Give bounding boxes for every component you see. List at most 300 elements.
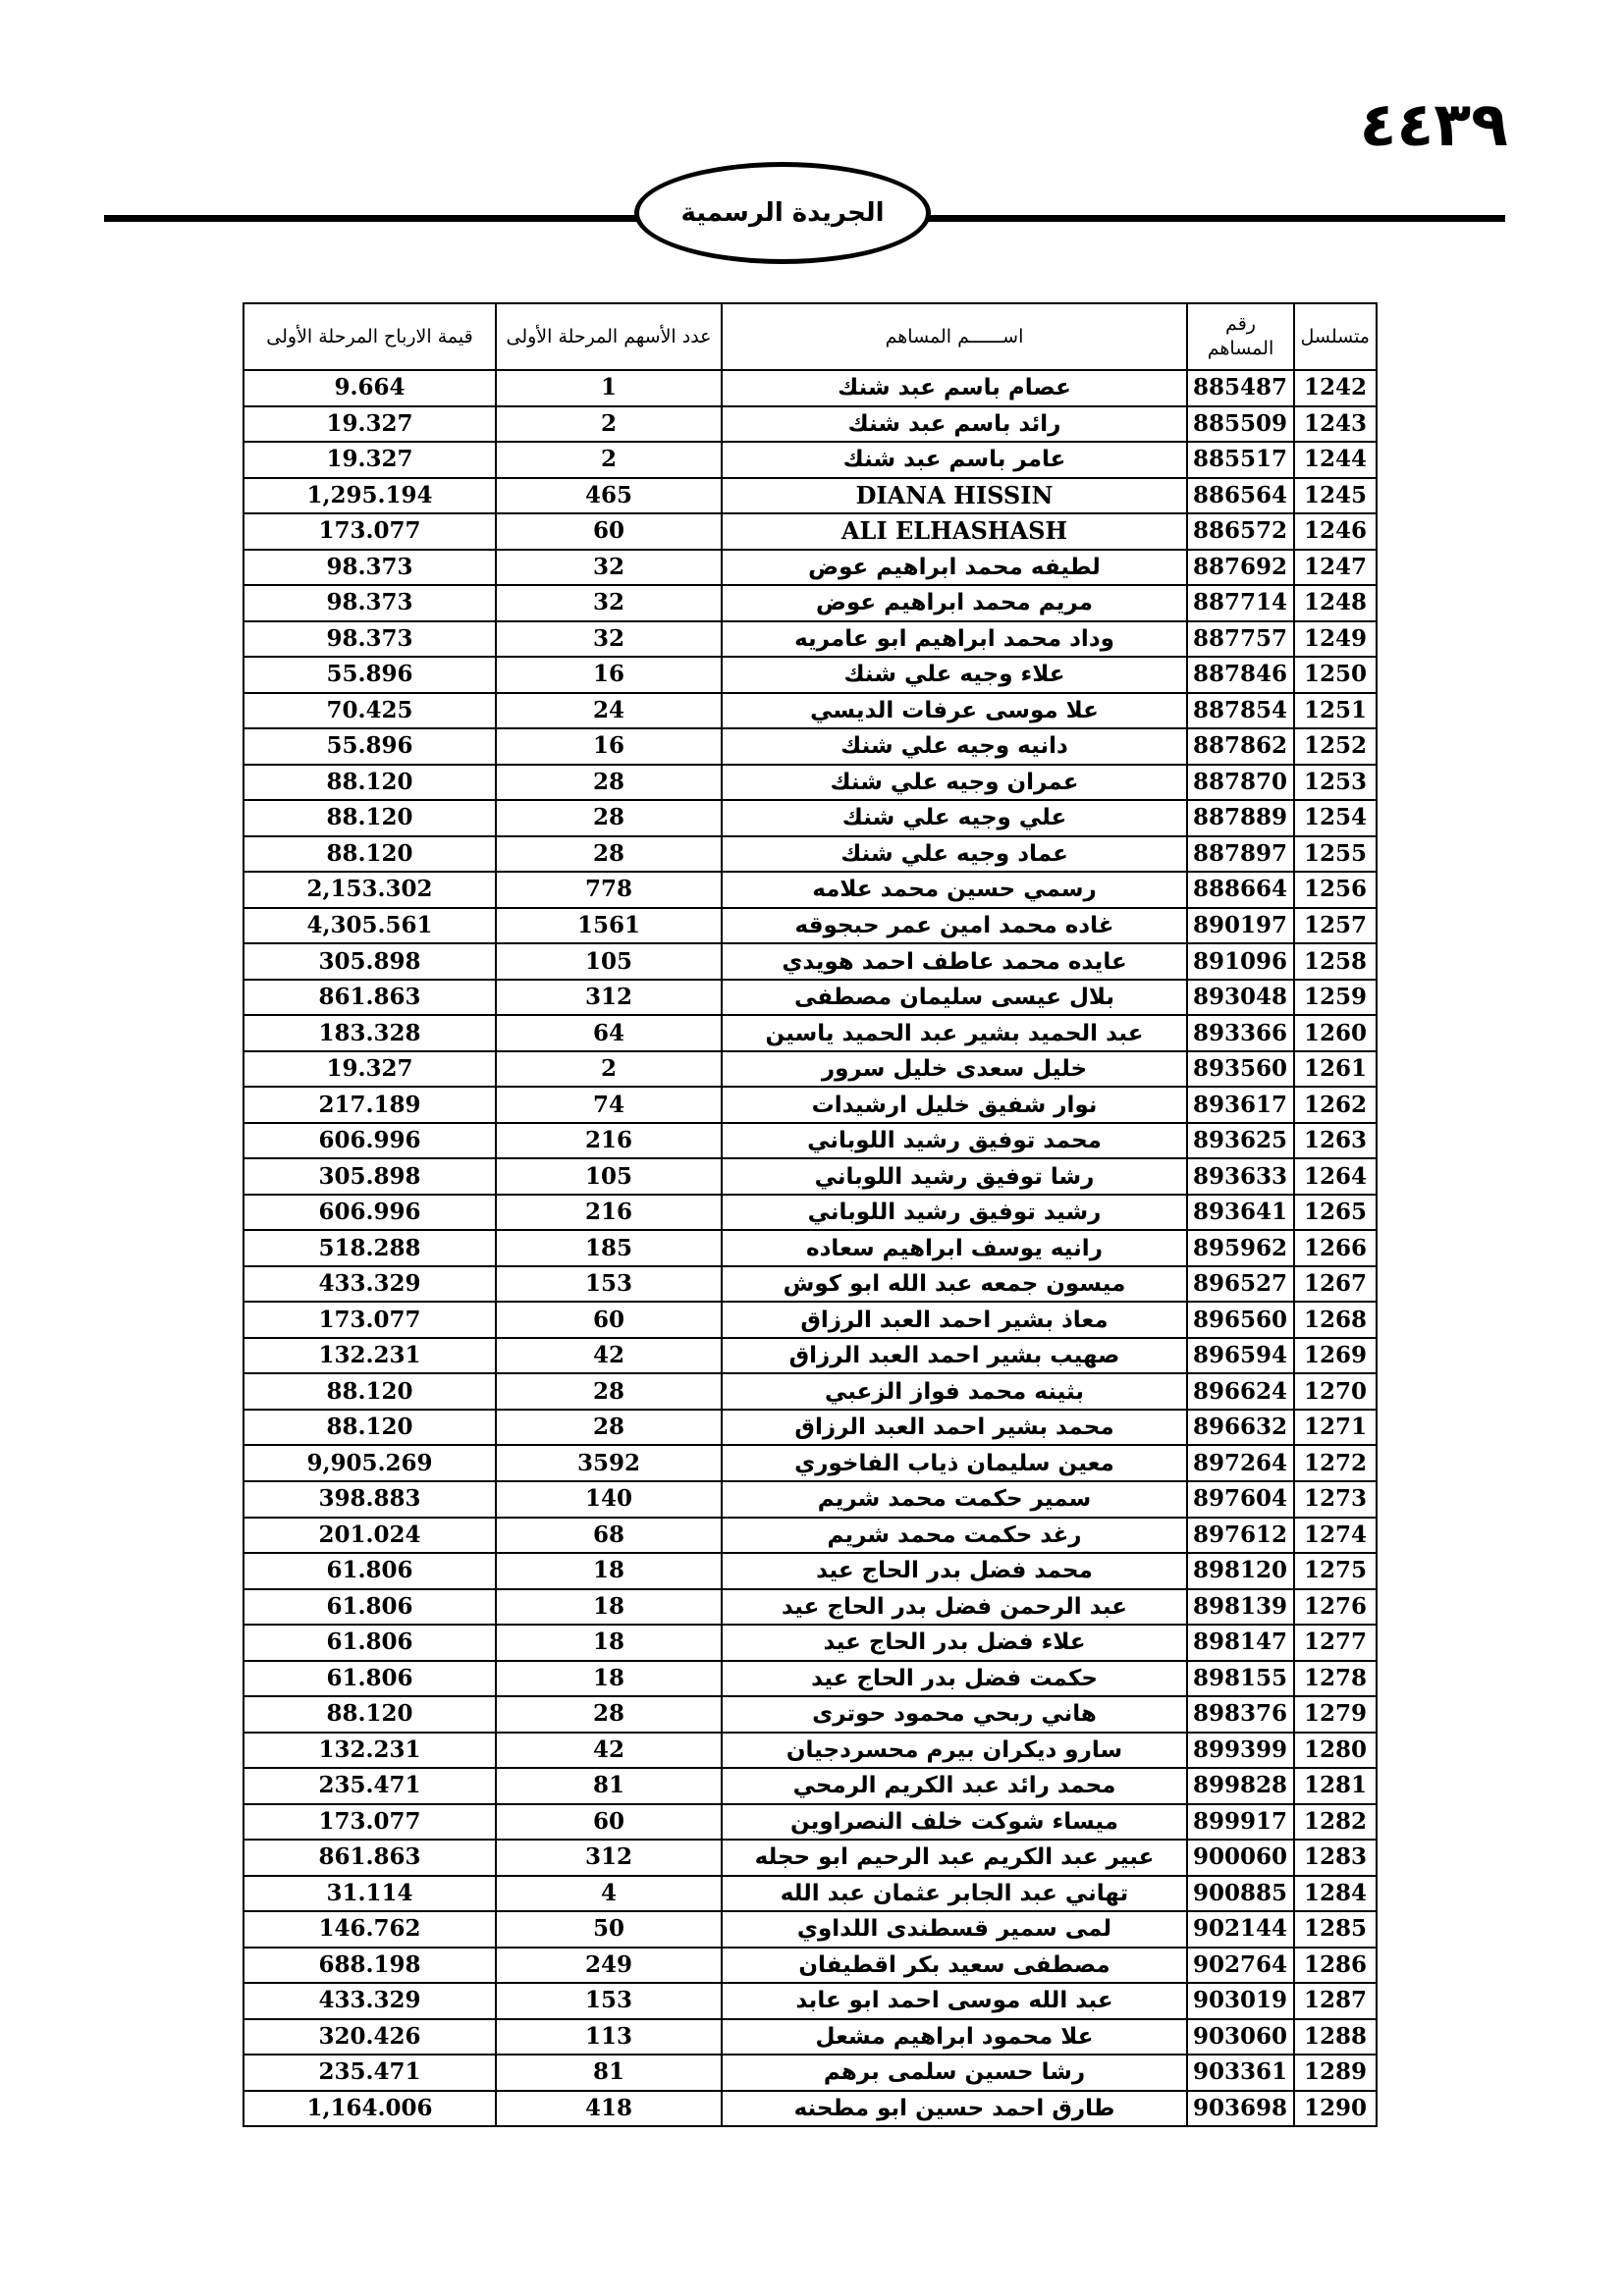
serial-cell: 1265 — [1294, 1195, 1377, 1231]
shares-cell: 81 — [496, 2055, 722, 2091]
dividend-value-cell: 70.425 — [244, 693, 496, 729]
shareholder-number-cell: 895962 — [1187, 1230, 1294, 1266]
table-row — [244, 1051, 1377, 1088]
table-header-row — [244, 303, 1377, 370]
shareholder-number-cell: 896624 — [1187, 1373, 1294, 1410]
shareholder-number-cell: 893617 — [1187, 1087, 1294, 1123]
shareholder-name-cell: عصام باسم عبد شنك — [722, 370, 1187, 406]
shares-cell: 28 — [496, 1696, 722, 1733]
shareholder-name-cell: معاذ بشير احمد العبد الرزاق — [722, 1302, 1187, 1338]
shares-cell: 105 — [496, 943, 722, 980]
dividend-value-cell: 235.471 — [244, 2055, 496, 2091]
shareholder-number-cell: 899828 — [1187, 1768, 1294, 1804]
shareholder-number-cell: 893625 — [1187, 1123, 1294, 1159]
shares-cell: 24 — [496, 693, 722, 729]
dividend-value-cell: 61.806 — [244, 1589, 496, 1626]
shares-cell: 140 — [496, 1481, 722, 1518]
table-row — [244, 657, 1377, 693]
masthead-oval — [634, 162, 931, 264]
shareholder-name-cell: علاء فضل بدر الحاج عيد — [722, 1625, 1187, 1661]
shareholder-name-cell: ميساء شوكت خلف النصراوين — [722, 1804, 1187, 1841]
shareholder-number-cell: 900885 — [1187, 1876, 1294, 1912]
dividend-value-cell: 433.329 — [244, 1983, 496, 2019]
serial-cell: 1275 — [1294, 1553, 1377, 1589]
shareholder-name-cell: محمد توفيق رشيد اللوباني — [722, 1123, 1187, 1159]
shareholder-number-cell: 885517 — [1187, 442, 1294, 478]
shareholder-name-cell: مصطفى سعيد بكر اقطيفان — [722, 1948, 1187, 1984]
table-row — [244, 1876, 1377, 1912]
dividend-value-cell: 606.996 — [244, 1123, 496, 1159]
shareholder-name-cell: علا محمود ابراهيم مشعل — [722, 2019, 1187, 2056]
shares-cell: 465 — [496, 478, 722, 514]
shares-cell: 2 — [496, 1051, 722, 1088]
shareholder-name-cell: عماد وجيه علي شنك — [722, 836, 1187, 873]
serial-cell: 1258 — [1294, 943, 1377, 980]
serial-cell: 1281 — [1294, 1768, 1377, 1804]
dividend-value-cell: 31.114 — [244, 1876, 496, 1912]
serial-cell: 1272 — [1294, 1445, 1377, 1481]
table-row — [244, 1911, 1377, 1948]
header-shareholder-number: رقم المساهم — [1187, 303, 1294, 370]
table-row — [244, 1768, 1377, 1804]
shares-cell: 1 — [496, 370, 722, 406]
dividend-value-cell: 132.231 — [244, 1338, 496, 1374]
shares-cell: 74 — [496, 1087, 722, 1123]
masthead-title: الجريدة الرسمية — [680, 198, 885, 228]
serial-cell: 1247 — [1294, 550, 1377, 586]
dividend-value-cell: 861.863 — [244, 980, 496, 1016]
shareholder-number-cell: 887862 — [1187, 728, 1294, 765]
shareholder-name-cell: رسمي حسين محمد علامه — [722, 872, 1187, 908]
shares-cell: 28 — [496, 765, 722, 801]
dividend-value-cell: 55.896 — [244, 657, 496, 693]
shares-cell: 42 — [496, 1733, 722, 1769]
dividend-value-cell: 61.806 — [244, 1553, 496, 1589]
shareholder-name-cell: محمد فضل بدر الحاج عيد — [722, 1553, 1187, 1589]
dividend-value-cell: 1,164.006 — [244, 2091, 496, 2127]
shares-cell: 418 — [496, 2091, 722, 2127]
table-row — [244, 442, 1377, 478]
shareholder-number-cell: 898120 — [1187, 1553, 1294, 1589]
shareholder-number-cell: 896594 — [1187, 1338, 1294, 1374]
table-row — [244, 1983, 1377, 2019]
serial-cell: 1242 — [1294, 370, 1377, 406]
table-row — [244, 872, 1377, 908]
page-number: ٤٤٣٩ — [1359, 88, 1508, 160]
table-row — [244, 943, 1377, 980]
dividend-value-cell: 235.471 — [244, 1768, 496, 1804]
shareholder-name-cell: ALI ELHASHASH — [722, 513, 1187, 550]
serial-cell: 1246 — [1294, 513, 1377, 550]
serial-cell: 1243 — [1294, 406, 1377, 443]
serial-cell: 1276 — [1294, 1589, 1377, 1626]
shareholder-name-cell: رشيد توفيق رشيد اللوباني — [722, 1195, 1187, 1231]
shareholder-number-cell: 897604 — [1187, 1481, 1294, 1518]
shareholder-number-cell: 890197 — [1187, 908, 1294, 944]
dividend-value-cell: 9.664 — [244, 370, 496, 406]
shares-cell: 81 — [496, 1768, 722, 1804]
shareholder-number-cell: 887854 — [1187, 693, 1294, 729]
table-row — [244, 1553, 1377, 1589]
serial-cell: 1290 — [1294, 2091, 1377, 2127]
table-row — [244, 2091, 1377, 2127]
shareholder-number-cell: 899917 — [1187, 1804, 1294, 1841]
shareholder-number-cell: 887692 — [1187, 550, 1294, 586]
shareholder-number-cell: 897264 — [1187, 1445, 1294, 1481]
table-row — [244, 765, 1377, 801]
shares-cell: 4 — [496, 1876, 722, 1912]
shares-cell: 32 — [496, 621, 722, 658]
serial-cell: 1248 — [1294, 585, 1377, 621]
shareholder-number-cell: 886572 — [1187, 513, 1294, 550]
shares-cell: 185 — [496, 1230, 722, 1266]
serial-cell: 1255 — [1294, 836, 1377, 873]
table-row — [244, 1338, 1377, 1374]
shareholder-name-cell: خليل سعدى خليل سرور — [722, 1051, 1187, 1088]
shares-cell: 28 — [496, 1410, 722, 1446]
dividend-value-cell: 183.328 — [244, 1015, 496, 1051]
shares-cell: 2 — [496, 406, 722, 443]
shareholder-name-cell: عبد الله موسى احمد ابو عابد — [722, 1983, 1187, 2019]
table-row — [244, 1625, 1377, 1661]
table-row — [244, 1123, 1377, 1159]
shareholder-name-cell: عبد الحميد بشير عبد الحميد ياسين — [722, 1015, 1187, 1051]
shares-cell: 60 — [496, 1302, 722, 1338]
shareholder-number-cell: 897612 — [1187, 1518, 1294, 1554]
dividend-value-cell: 305.898 — [244, 943, 496, 980]
dividend-value-cell: 88.120 — [244, 836, 496, 873]
shareholder-name-cell: هاني ربحي محمود حوترى — [722, 1696, 1187, 1733]
serial-cell: 1277 — [1294, 1625, 1377, 1661]
header-dividend-value: قيمة الارباح المرحلة الأولى — [244, 303, 496, 370]
shares-cell: 68 — [496, 1518, 722, 1554]
shares-cell: 153 — [496, 1266, 722, 1303]
shares-cell: 42 — [496, 1338, 722, 1374]
table-row — [244, 980, 1377, 1016]
shareholder-name-cell: محمد بشير احمد العبد الرزاق — [722, 1410, 1187, 1446]
shares-cell: 60 — [496, 513, 722, 550]
table-row — [244, 370, 1377, 406]
shareholder-name-cell: عايده محمد عاطف احمد هويدي — [722, 943, 1187, 980]
serial-cell: 1273 — [1294, 1481, 1377, 1518]
shareholder-number-cell: 893366 — [1187, 1015, 1294, 1051]
shareholder-number-cell: 893633 — [1187, 1158, 1294, 1195]
shareholder-number-cell: 891096 — [1187, 943, 1294, 980]
shareholder-number-cell: 887897 — [1187, 836, 1294, 873]
shareholder-number-cell: 903019 — [1187, 1983, 1294, 2019]
table-row — [244, 1445, 1377, 1481]
header-shareholder-name: اســــــم المساهم — [722, 303, 1187, 370]
serial-cell: 1287 — [1294, 1983, 1377, 2019]
shareholder-number-cell: 899399 — [1187, 1733, 1294, 1769]
serial-cell: 1289 — [1294, 2055, 1377, 2091]
shares-cell: 18 — [496, 1625, 722, 1661]
table-row — [244, 1015, 1377, 1051]
serial-cell: 1268 — [1294, 1302, 1377, 1338]
dividend-value-cell: 398.883 — [244, 1481, 496, 1518]
dividend-value-cell: 201.024 — [244, 1518, 496, 1554]
dividend-value-cell: 88.120 — [244, 800, 496, 836]
shareholder-name-cell: رانيه يوسف ابراهيم سعاده — [722, 1230, 1187, 1266]
dividend-value-cell: 518.288 — [244, 1230, 496, 1266]
table-row — [244, 1518, 1377, 1554]
shareholder-number-cell: 893048 — [1187, 980, 1294, 1016]
serial-cell: 1282 — [1294, 1804, 1377, 1841]
dividend-value-cell: 305.898 — [244, 1158, 496, 1195]
shareholder-number-cell: 902144 — [1187, 1911, 1294, 1948]
serial-cell: 1262 — [1294, 1087, 1377, 1123]
dividend-value-cell: 19.327 — [244, 442, 496, 478]
shares-cell: 50 — [496, 1911, 722, 1948]
shareholder-name-cell: نوار شفيق خليل ارشيدات — [722, 1087, 1187, 1123]
serial-cell: 1270 — [1294, 1373, 1377, 1410]
table-row — [244, 2019, 1377, 2056]
serial-cell: 1283 — [1294, 1840, 1377, 1876]
table-row — [244, 1589, 1377, 1626]
shares-cell: 778 — [496, 872, 722, 908]
shares-cell: 2 — [496, 442, 722, 478]
dividend-value-cell: 132.231 — [244, 1733, 496, 1769]
table-row — [244, 693, 1377, 729]
serial-cell: 1280 — [1294, 1733, 1377, 1769]
shareholder-name-cell: وداد محمد ابراهيم ابو عامريه — [722, 621, 1187, 658]
shareholder-name-cell: علاء وجيه علي شنك — [722, 657, 1187, 693]
shareholder-name-cell: تهاني عبد الجابر عثمان عبد الله — [722, 1876, 1187, 1912]
serial-cell: 1274 — [1294, 1518, 1377, 1554]
dividend-value-cell: 19.327 — [244, 406, 496, 443]
shareholder-name-cell: دانيه وجيه علي شنك — [722, 728, 1187, 765]
serial-cell: 1257 — [1294, 908, 1377, 944]
serial-cell: 1260 — [1294, 1015, 1377, 1051]
dividend-value-cell: 2,153.302 — [244, 872, 496, 908]
dividend-value-cell: 173.077 — [244, 513, 496, 550]
shareholder-name-cell: عبير عبد الكريم عبد الرحيم ابو حجله — [722, 1840, 1187, 1876]
shares-cell: 18 — [496, 1589, 722, 1626]
shareholder-number-cell: 902764 — [1187, 1948, 1294, 1984]
serial-cell: 1256 — [1294, 872, 1377, 908]
serial-cell: 1266 — [1294, 1230, 1377, 1266]
shares-cell: 28 — [496, 836, 722, 873]
serial-cell: 1286 — [1294, 1948, 1377, 1984]
shareholder-number-cell: 896527 — [1187, 1266, 1294, 1303]
shares-cell: 32 — [496, 585, 722, 621]
shareholder-name-cell: علي وجيه علي شنك — [722, 800, 1187, 836]
dividend-value-cell: 61.806 — [244, 1661, 496, 1697]
dividend-value-cell: 433.329 — [244, 1266, 496, 1303]
shareholder-number-cell: 893641 — [1187, 1195, 1294, 1231]
table-row — [244, 1373, 1377, 1410]
dividend-value-cell: 88.120 — [244, 1696, 496, 1733]
serial-cell: 1288 — [1294, 2019, 1377, 2056]
shares-cell: 60 — [496, 1804, 722, 1841]
table-row — [244, 585, 1377, 621]
shares-cell: 18 — [496, 1553, 722, 1589]
table-row — [244, 1733, 1377, 1769]
shares-cell: 32 — [496, 550, 722, 586]
dividend-value-cell: 861.863 — [244, 1840, 496, 1876]
shares-cell: 28 — [496, 1373, 722, 1410]
serial-cell: 1267 — [1294, 1266, 1377, 1303]
dividend-value-cell: 88.120 — [244, 1373, 496, 1410]
shares-cell: 113 — [496, 2019, 722, 2056]
shares-cell: 312 — [496, 980, 722, 1016]
shareholder-name-cell: رغد حكمت محمد شريم — [722, 1518, 1187, 1554]
shareholder-name-cell: بثينه محمد فواز الزعبي — [722, 1373, 1187, 1410]
shareholder-number-cell: 887889 — [1187, 800, 1294, 836]
shareholder-number-cell: 887846 — [1187, 657, 1294, 693]
shareholder-name-cell: رائد باسم عبد شنك — [722, 406, 1187, 443]
dividend-value-cell: 688.198 — [244, 1948, 496, 1984]
table-row — [244, 621, 1377, 658]
table-row — [244, 1302, 1377, 1338]
shares-cell: 18 — [496, 1661, 722, 1697]
dividend-value-cell: 9,905.269 — [244, 1445, 496, 1481]
table-row — [244, 1230, 1377, 1266]
shares-cell: 16 — [496, 657, 722, 693]
shareholder-name-cell: علا موسى عرفات الديسي — [722, 693, 1187, 729]
shareholder-name-cell: محمد رائد عبد الكريم الرمحي — [722, 1768, 1187, 1804]
serial-cell: 1249 — [1294, 621, 1377, 658]
shareholder-name-cell: عبد الرحمن فضل بدر الحاج عيد — [722, 1589, 1187, 1626]
shareholder-name-cell: سارو ديكران بيرم محسردجيان — [722, 1733, 1187, 1769]
dividend-value-cell: 4,305.561 — [244, 908, 496, 944]
shareholder-number-cell: 887714 — [1187, 585, 1294, 621]
dividend-value-cell: 173.077 — [244, 1302, 496, 1338]
shareholder-name-cell: طارق احمد حسين ابو مطحنه — [722, 2091, 1187, 2127]
serial-cell: 1279 — [1294, 1696, 1377, 1733]
table-row — [244, 800, 1377, 836]
shares-cell: 105 — [496, 1158, 722, 1195]
serial-cell: 1271 — [1294, 1410, 1377, 1446]
table-row — [244, 1087, 1377, 1123]
shareholder-number-cell: 896632 — [1187, 1410, 1294, 1446]
dividend-value-cell: 98.373 — [244, 585, 496, 621]
table-row — [244, 478, 1377, 514]
table-row — [244, 728, 1377, 765]
serial-cell: 1264 — [1294, 1158, 1377, 1195]
serial-cell: 1252 — [1294, 728, 1377, 765]
shares-cell: 28 — [496, 800, 722, 836]
dividend-value-cell: 55.896 — [244, 728, 496, 765]
serial-cell: 1285 — [1294, 1911, 1377, 1948]
serial-cell: 1259 — [1294, 980, 1377, 1016]
shareholder-number-cell: 887870 — [1187, 765, 1294, 801]
shareholder-name-cell: رشا حسين سلمى برهم — [722, 2055, 1187, 2091]
shareholder-number-cell: 887757 — [1187, 621, 1294, 658]
shareholder-number-cell: 893560 — [1187, 1051, 1294, 1088]
serial-cell: 1253 — [1294, 765, 1377, 801]
shares-cell: 64 — [496, 1015, 722, 1051]
table-row — [244, 836, 1377, 873]
shareholder-number-cell: 903361 — [1187, 2055, 1294, 2091]
dividend-value-cell: 606.996 — [244, 1195, 496, 1231]
serial-cell: 1284 — [1294, 1876, 1377, 1912]
shareholder-number-cell: 903698 — [1187, 2091, 1294, 2127]
shareholder-name-cell: غاده محمد امين عمر حبجوقه — [722, 908, 1187, 944]
dividend-value-cell: 61.806 — [244, 1625, 496, 1661]
table-row — [244, 550, 1377, 586]
serial-cell: 1278 — [1294, 1661, 1377, 1697]
shareholder-name-cell: سمير حكمت محمد شريم — [722, 1481, 1187, 1518]
dividend-value-cell: 98.373 — [244, 550, 496, 586]
shareholders-table — [243, 302, 1378, 2127]
shareholder-number-cell: 900060 — [1187, 1840, 1294, 1876]
table-row — [244, 1696, 1377, 1733]
dividend-value-cell: 88.120 — [244, 765, 496, 801]
shareholder-name-cell: عمران وجيه علي شنك — [722, 765, 1187, 801]
shareholder-number-cell: 903060 — [1187, 2019, 1294, 2056]
header-serial: متسلسل — [1294, 303, 1377, 370]
table-row — [244, 1481, 1377, 1518]
shareholder-number-cell: 885509 — [1187, 406, 1294, 443]
table-row — [244, 2055, 1377, 2091]
table-row — [244, 1804, 1377, 1841]
dividend-value-cell: 1,295.194 — [244, 478, 496, 514]
dividend-value-cell: 217.189 — [244, 1087, 496, 1123]
shareholder-number-cell: 896560 — [1187, 1302, 1294, 1338]
dividend-value-cell: 320.426 — [244, 2019, 496, 2056]
shareholder-name-cell: بلال عيسى سليمان مصطفى — [722, 980, 1187, 1016]
shareholder-number-cell: 886564 — [1187, 478, 1294, 514]
shareholder-number-cell: 898139 — [1187, 1589, 1294, 1626]
table-row — [244, 1661, 1377, 1697]
serial-cell: 1263 — [1294, 1123, 1377, 1159]
table-row — [244, 406, 1377, 443]
shareholder-name-cell: حكمت فضل بدر الحاج عيد — [722, 1661, 1187, 1697]
shareholder-name-cell: صهيب بشير احمد العبد الرزاق — [722, 1338, 1187, 1374]
shares-cell: 3592 — [496, 1445, 722, 1481]
shareholder-name-cell: لمى سمير قسطندى اللداوي — [722, 1911, 1187, 1948]
shares-cell: 1561 — [496, 908, 722, 944]
shareholder-name-cell: عامر باسم عبد شنك — [722, 442, 1187, 478]
shareholder-name-cell: معين سليمان ذياب الفاخوري — [722, 1445, 1187, 1481]
serial-cell: 1261 — [1294, 1051, 1377, 1088]
table-row — [244, 1410, 1377, 1446]
table-row — [244, 513, 1377, 550]
serial-cell: 1269 — [1294, 1338, 1377, 1374]
shares-cell: 312 — [496, 1840, 722, 1876]
table-row — [244, 1840, 1377, 1876]
table-row — [244, 1195, 1377, 1231]
table-row — [244, 908, 1377, 944]
shareholder-number-cell: 888664 — [1187, 872, 1294, 908]
shareholder-number-cell: 898376 — [1187, 1696, 1294, 1733]
shares-cell: 249 — [496, 1948, 722, 1984]
dividend-value-cell: 19.327 — [244, 1051, 496, 1088]
serial-cell: 1244 — [1294, 442, 1377, 478]
shareholder-name-cell: لطيفه محمد ابراهيم عوض — [722, 550, 1187, 586]
shareholder-name-cell: رشا توفيق رشيد اللوباني — [722, 1158, 1187, 1195]
serial-cell: 1254 — [1294, 800, 1377, 836]
dividend-value-cell: 88.120 — [244, 1410, 496, 1446]
header-shares: عدد الأسهم المرحلة الأولى — [496, 303, 722, 370]
shareholder-name-cell: مريم محمد ابراهيم عوض — [722, 585, 1187, 621]
table-row — [244, 1948, 1377, 1984]
shares-cell: 216 — [496, 1123, 722, 1159]
serial-cell: 1245 — [1294, 478, 1377, 514]
table-row — [244, 1158, 1377, 1195]
shareholder-number-cell: 898155 — [1187, 1661, 1294, 1697]
shareholder-number-cell: 898147 — [1187, 1625, 1294, 1661]
shareholder-name-cell: DIANA HISSIN — [722, 478, 1187, 514]
shares-cell: 16 — [496, 728, 722, 765]
shares-cell: 153 — [496, 1983, 722, 2019]
dividend-value-cell: 98.373 — [244, 621, 496, 658]
table-row — [244, 1266, 1377, 1303]
serial-cell: 1251 — [1294, 693, 1377, 729]
dividend-value-cell: 173.077 — [244, 1804, 496, 1841]
shareholder-number-cell: 885487 — [1187, 370, 1294, 406]
